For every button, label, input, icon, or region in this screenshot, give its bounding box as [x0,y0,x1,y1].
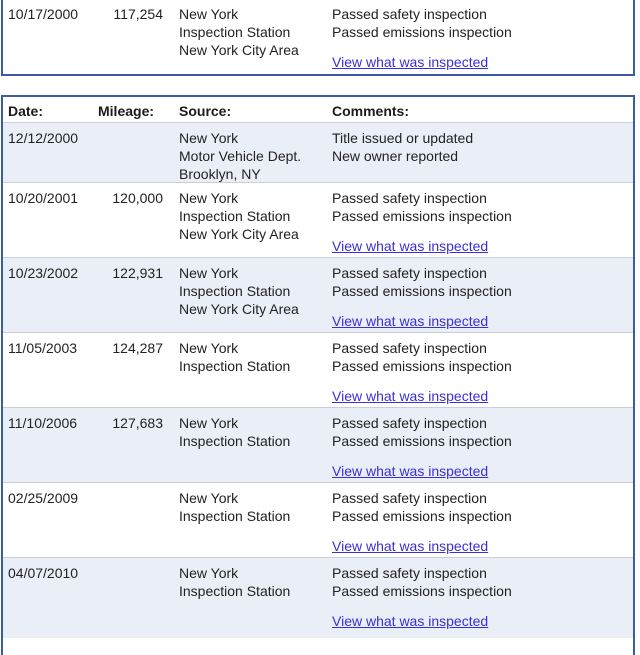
source-line: New York [179,6,239,22]
table-row [3,408,633,483]
view-inspected-link[interactable]: View what was inspected [332,463,489,479]
record-comments [332,414,622,450]
header-comments: Comments: [332,103,410,119]
record-comments [332,489,622,525]
record-date: 10/17/2000 [8,6,79,22]
comment-line: Passed emissions inspection [332,358,512,374]
table-row [3,258,633,333]
record-source [179,564,329,600]
comment-line: Title issued or updated [332,130,474,146]
comment-line: Passed safety inspection [332,265,487,281]
source-line: Inspection Station [179,283,291,299]
record-source [179,5,329,59]
comment-line: Passed safety inspection [332,565,487,581]
record-comments [332,264,622,300]
header-mileage: Mileage: [98,103,155,119]
record-date: 11/05/2003 [8,340,78,356]
source-line: New York [179,265,239,281]
source-line: Inspection Station [179,508,291,524]
source-line: New York [179,190,239,206]
source-line: Inspection Station [179,358,291,374]
header-date: Date: [8,103,44,119]
record-mileage: 120,000 [112,190,163,206]
comment-line: Passed emissions inspection [332,24,512,40]
header-source: Source: [179,103,232,119]
record-comments [332,189,622,225]
source-line: Inspection Station [179,208,291,224]
history-table [1,95,635,655]
comment-line: Passed safety inspection [332,190,487,206]
record-comments [332,5,622,41]
comment-line: Passed emissions inspection [332,283,512,299]
view-inspected-link[interactable]: View what was inspected [332,388,489,404]
source-line: New York [179,340,239,356]
comment-line: Passed emissions inspection [332,208,512,224]
table-row [3,483,633,558]
record-date: 12/12/2000 [8,130,79,146]
source-line: Motor Vehicle Dept. [179,148,302,164]
comment-line: Passed safety inspection [332,415,487,431]
record-date: 10/23/2002 [8,265,79,281]
view-inspected-link[interactable]: View what was inspected [332,613,489,629]
record-mileage: 117,254 [113,6,163,22]
record-source [179,189,329,243]
record-comments [332,129,622,165]
source-line: Brooklyn, NY [179,166,261,182]
comment-line: Passed emissions inspection [332,508,512,524]
comment-line: Passed safety inspection [332,340,487,356]
table-row [3,183,633,258]
record-comments [332,339,622,375]
record-date: 04/07/2010 [8,565,79,581]
comment-line: Passed emissions inspection [332,583,512,599]
record-date: 02/25/2009 [8,490,79,506]
comment-line: Passed emissions inspection [332,433,512,449]
table-row [3,333,633,408]
record-mileage: 122,931 [112,265,163,281]
view-inspected-link[interactable]: View what was inspected [332,238,489,254]
table-row [3,558,633,638]
view-inspected-link[interactable]: View what was inspected [332,54,489,70]
source-line: New York City Area [179,226,299,242]
table-row [3,5,633,75]
source-line: New York City Area [179,42,299,58]
record-date: 11/10/2006 [8,415,78,431]
source-line: New York [179,415,239,431]
record-source [179,129,329,183]
source-line: New York [179,130,239,146]
view-inspected-link[interactable]: View what was inspected [332,313,489,329]
source-line: Inspection Station [179,24,291,40]
record-source [179,414,329,450]
source-line: New York City Area [179,301,299,317]
view-inspected-link[interactable]: View what was inspected [332,538,489,554]
source-line: Inspection Station [179,433,291,449]
record-mileage: 124,287 [112,340,163,356]
source-line: Inspection Station [179,583,291,599]
source-line: New York [179,565,239,581]
comment-line: Passed safety inspection [332,490,487,506]
record-mileage: 127,683 [112,415,163,431]
record-comments [332,564,622,600]
source-line: New York [179,490,239,506]
record-source [179,489,329,525]
previous-record-panel [1,0,635,76]
table-row [3,123,633,183]
record-source [179,339,329,375]
comment-line: Passed safety inspection [332,6,487,22]
table-header [3,97,633,123]
record-date: 10/20/2001 [8,190,79,206]
comment-line: New owner reported [332,148,459,164]
record-source [179,264,329,318]
